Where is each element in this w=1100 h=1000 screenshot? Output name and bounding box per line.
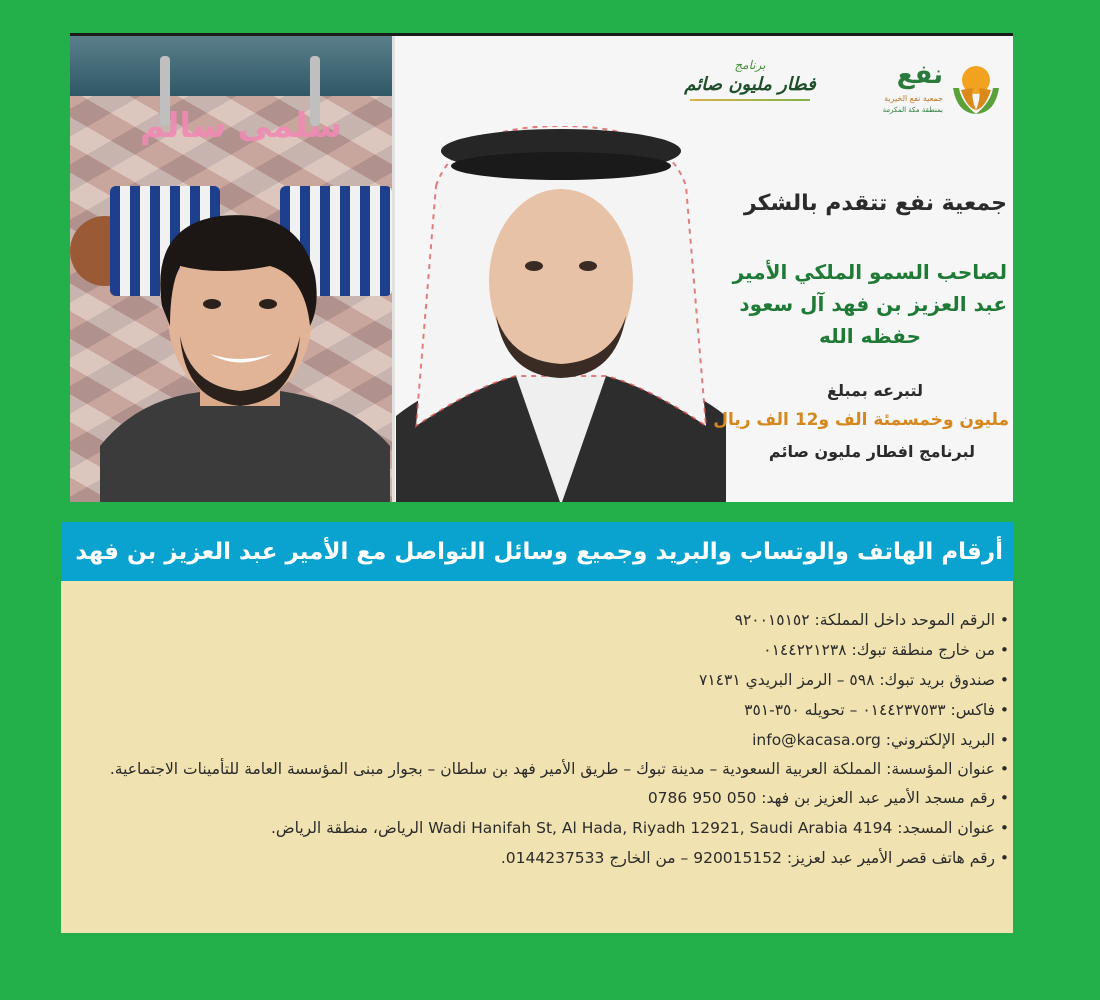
leaf-emblem-icon [947,58,1005,118]
nafaa-logo-subtitle: جمعية نفع الخيرية [884,94,943,103]
prince-portrait [396,126,726,502]
program-logo-small: برنامج [734,58,766,72]
contact-list [61,581,1013,873]
program-logo-underline [690,99,810,101]
contact-mosque-number: • رقم مسجد الأمير عبد العزيز بن فهد: 050 950 0786 [67,783,1009,813]
photo-watermark: سلمى سالم [140,106,342,146]
contact-email[interactable]: • البريد الإلكتروني: info@kacasa.org [67,725,1009,755]
honoree-line-1: لصاحب السمو الملكي الأمير [732,260,1007,284]
donation-banner [70,33,1013,502]
contact-fax: • فاكس: ٠١٤٤٢٣٧٥٣٣ – تحويله ٣٥٠-٣٥١ [67,695,1009,725]
divider [392,36,395,502]
man-portrait [100,196,390,502]
contact-palace-phone: • رقم هاتف قصر الأمير عبد لعزيز: 920015152 – من الخارج 0144237533. [67,843,1009,873]
honoree-line-2: عبد العزيز بن فهد آل سعود [739,292,1007,316]
nafaa-logo-name: نفع [896,60,943,90]
thanks-heading: جمعية نفع تتقدم بالشكر [743,191,1007,216]
iftar-program-logo [680,58,820,122]
program-logo-title: فطار مليون صائم [684,74,816,95]
contact-foundation-address: • عنوان المؤسسة: المملكة العربية السعودية – مدينة تبوك – طريق الأمير فهد بن سلطان – بجوار مبنى المؤسسة العامة للتأمينات الاجتماعية. [67,755,1009,783]
contact-panel [61,522,1013,933]
contact-panel-header [61,522,1013,581]
contact-panel-title: أرقام الهاتف والوتساب والبريد وجميع وسائل التواصل مع الأمير عبد العزيز بن فهد [75,538,1003,565]
contact-unified-number: • الرقم الموحد داخل المملكة: ٩٢٠٠١٥١٥٢ [67,605,1009,635]
donation-label: لتبرعه بمبلغ [827,381,923,400]
contact-outside-tabuk: • من خارج منطقة تبوك: ٠١٤٤٢٢١٢٣٨ [67,635,1009,665]
selfie-photo [70,36,392,502]
contact-po-box: • صندوق بريد تبوك: ٥٩٨ – الرمز البريدي ٧١٤٣١ [67,665,1009,695]
honoree-line-3: حفظه الله [818,324,921,348]
donation-amount: مليون وخمسمئة الف و12 الف ريال [713,410,1009,430]
program-name: لبرنامج افطار مليون صائم [768,442,975,461]
nafaa-logo-region: بمنطقة مكة المكرمة [882,106,943,114]
sea-background [70,36,392,96]
nafaa-logo [855,58,1005,122]
contact-mosque-address: • عنوان المسجد: 4194 Wadi Hanifah St, Al Hada, Riyadh 12921, Saudi Arabia الرياض، منطقة الرياض. [67,813,1009,843]
